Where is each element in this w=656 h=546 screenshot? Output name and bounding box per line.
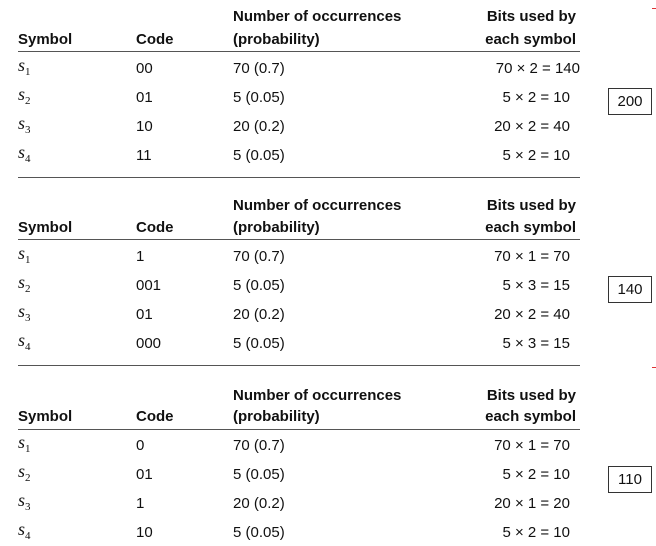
code-cell: 10 [136, 118, 153, 135]
symbol-cell: $s_1$ [18, 432, 31, 455]
code-cell: 10 [136, 524, 153, 541]
bits-cell: 70 × 1 = 70 [494, 437, 570, 454]
bits-cell: 5 × 2 = 10 [502, 466, 570, 483]
header-bits-line2: each symbol [485, 31, 576, 48]
symbol-cell: $s_2$ [18, 272, 31, 295]
symbol-cell: $s_3$ [18, 301, 31, 324]
code-cell: 00 [136, 60, 153, 77]
header-occurrences-line2: (probability) [233, 408, 320, 425]
code-cell: 01 [136, 89, 153, 106]
symbol-cell: $s_4$ [18, 330, 31, 353]
header-occurrences-line2: (probability) [233, 219, 320, 236]
occurrence-cell: 5 (0.05) [233, 147, 285, 164]
total-bits-box: 200 [608, 88, 652, 115]
header-occurrences-line2: (probability) [233, 31, 320, 48]
symbol-cell: $s_1$ [18, 243, 31, 266]
header-occurrences-line1: Number of occurrences [233, 387, 402, 404]
bits-cell: 5 × 2 = 10 [502, 147, 570, 164]
bits-cell: 70 × 1 = 70 [494, 248, 570, 265]
header-code: Code [136, 31, 174, 48]
code-cell: 01 [136, 466, 153, 483]
symbol-cell: $s_4$ [18, 142, 31, 165]
symbol-cell: $s_2$ [18, 84, 31, 107]
header-bits-line2: each symbol [485, 219, 576, 236]
code-cell: 000 [136, 335, 162, 352]
bits-cell: 5 × 3 = 15 [502, 335, 570, 352]
header-rule [18, 239, 580, 240]
header-rule [18, 429, 580, 430]
code-cell: 1 [136, 248, 145, 265]
bits-cell: 5 × 3 = 15 [502, 277, 570, 294]
header-symbol: Symbol [18, 408, 73, 425]
table-separator [18, 365, 580, 366]
occurrence-cell: 70 (0.7) [233, 248, 285, 265]
header-occurrences-line1: Number of occurrences [233, 8, 402, 25]
symbol-cell: $s_1$ [18, 55, 31, 78]
symbol-cell: $s_4$ [18, 519, 31, 542]
code-cell: 01 [136, 306, 153, 323]
header-code: Code [136, 219, 174, 236]
margin-mark [652, 8, 656, 9]
symbol-cell: $s_2$ [18, 461, 31, 484]
total-bits-box: 110 [608, 466, 652, 493]
occurrence-cell: 5 (0.05) [233, 466, 285, 483]
symbol-cell: $s_3$ [18, 490, 31, 513]
header-code: Code [136, 408, 174, 425]
symbol-cell: $s_3$ [18, 113, 31, 136]
header-rule [18, 51, 580, 52]
header-bits-line1: Bits used by [486, 387, 576, 404]
occurrence-cell: 5 (0.05) [233, 89, 285, 106]
bits-cell: 20 × 2 = 40 [494, 118, 570, 135]
code-cell: 1 [136, 495, 145, 512]
bits-cell: 5 × 2 = 10 [502, 524, 570, 541]
occurrence-cell: 5 (0.05) [233, 524, 285, 541]
header-bits-line1: Bits used by [486, 8, 576, 25]
occurrence-cell: 70 (0.7) [233, 437, 285, 454]
margin-mark [652, 367, 656, 368]
bits-cell: 20 × 1 = 20 [494, 495, 570, 512]
header-occurrences-line1: Number of occurrences [233, 197, 402, 214]
occurrence-cell: 5 (0.05) [233, 277, 285, 294]
code-cell: 0 [136, 437, 145, 454]
bits-cell: 70 × 2 = 140 [495, 60, 580, 77]
header-symbol: Symbol [18, 31, 73, 48]
header-bits-line2: each symbol [485, 408, 576, 425]
header-symbol: Symbol [18, 219, 73, 236]
code-cell: 001 [136, 277, 162, 294]
header-bits-line1: Bits used by [486, 197, 576, 214]
occurrence-cell: 20 (0.2) [233, 118, 285, 135]
total-bits-box: 140 [608, 276, 652, 303]
bits-cell: 20 × 2 = 40 [494, 306, 570, 323]
occurrence-cell: 70 (0.7) [233, 60, 285, 77]
occurrence-cell: 20 (0.2) [233, 306, 285, 323]
occurrence-cell: 5 (0.05) [233, 335, 285, 352]
code-cell: 11 [136, 147, 152, 164]
occurrence-cell: 20 (0.2) [233, 495, 285, 512]
bits-cell: 5 × 2 = 10 [502, 89, 570, 106]
table-separator [18, 177, 580, 178]
